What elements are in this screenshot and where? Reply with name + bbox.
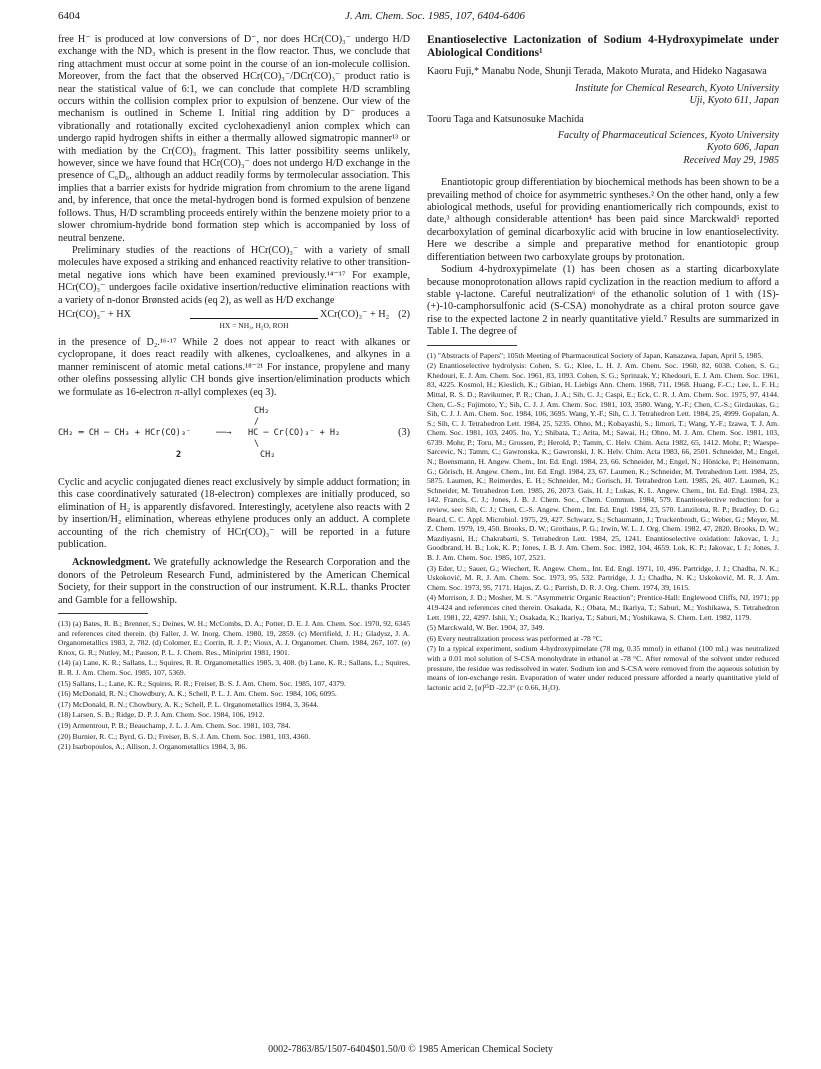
body-paragraph: Preliminary studies of the reactions of HCr(CO)₃⁻ with a variety of small molecules have exposed a striking and enhanced reactivity relative to other transition-metal negative ions which have been examined previously.¹⁴⁻¹⁷ For example, HCr(CO)₃⁻ undergoes facile oxidative insertion/reductive elimination reactions with a variety of n-donor Brønsted acids (eq 2), as well as H/D exchange	[58, 244, 410, 306]
footnote-rule	[58, 613, 148, 614]
page-header	[0, 10, 821, 28]
footnote: (17) McDonald, R. N.; Chowbury, A. K.; Schell, P. L. Organometallics 1984, 3, 3644.	[58, 699, 319, 709]
footnote: (3) Eder, U.; Sauer, G.; Wiechert, R. Angew. Chem., Int. Ed. Engl. 1971, 10, 496. Partridge, J. J.; Chadha, N. K.; Uskoković, M. R. J. Am. Chem. Soc. 1973, 95, 532. Partridge, J. J.; Chadha, N. K.; Uskoković, M. R. J. Am. Chem. Soc. 1973, 95, 7171. Hajos, Z. G.; Parrish, D. R. J. Org. Chem. 1974, 39, 1615.	[427, 563, 779, 592]
author-list: Tooru Taga and Katsunosuke Machida	[427, 113, 584, 125]
equation-product: HC ─ Cr(CO)₃⁻ + H₂	[248, 427, 341, 438]
acknowledgment-text: We gratefully acknowledge the Research Corporation and the donors of the Petroleum Research Fund, administered by the American Chemical Society, for their support in the construction of our instrument. K.R.L. thanks Procter and Gamble for a fellowship.	[58, 557, 410, 606]
footnote: (18) Larsen, S. B.; Ridge, D. P. J. Am. Chem. Soc. 1984, 106, 1912.	[58, 710, 265, 720]
body-paragraph: in the presence of D₂.¹⁶·¹⁷ While 2 does not appear to react with alkanes or cyclopropane, it does react readily with alkenes, cycloalkenes, and alkynes in a manner reminiscent of atomic metal cations.¹⁸⁻²¹ For instance, propylene and many other olefins possessing allylic CH bonds give insertion/elimination products which we formulate as 16-electron π-allyl complexes (eq 3).	[58, 336, 410, 398]
body-paragraph: Enantiotopic group differentiation by biochemical methods has been shown to be a prevailing method of choice for asymmetric syntheses.² On the other hand, only a few abiological methods, useful for providing enantiomerically rich compounds, exist to date,³ although considerable attention⁴ has been paid since Marckwald⁵ reported decarboxylation of geminal dicarboxylic acid with brucine in low enantioselectivity. Here we describe a simple and preparative method for enantiotopic group differentiation between two carboxylate groups by protonation.	[427, 177, 779, 263]
arrow-conditions: HX = NH₃, H₂O, ROH	[219, 320, 289, 330]
footnote: (1) "Abstracts of Papers"; 105th Meeting of Pharmaceutical Society of Japan, Kanazawa, Japan, April 5, 1985.	[427, 350, 764, 360]
equation-3	[58, 403, 410, 471]
affiliation-line: Kyoto 606, Japan	[706, 142, 779, 154]
equation-reactants: CH₂ ═ CH ─ CH₃ + HCr(CO)₃⁻	[58, 427, 192, 438]
body-paragraph: free H⁻ is produced at low conversions of D⁻, nor does HCr(CO)₃⁻ undergo H/D exchange with the ND₃ which is present in the flow reactor. Thus, we conclude that ring attachment must occur at some point in the course of an ion-molecule collision. Moreover, from the fact that the observed HCr(CO)₃⁻/DCr(CO)₃⁻ product ratio is near the statistical value of 6:1, we can conclude that complete H/D scrambling occurs within the collision complex prior to expulsion of benzene. Our view of the mechanism is outlined in Scheme I. Initial ring addition by D⁻ produces a vibrationally and rotationally excited cyclohexadienyl anion complex which can undergo rapid hydrogen shifts in either a thermally allowed sigmatropic manner¹³ or with mediation by the Cr(CO)₃ fragment. This latter possibility seems unlikely, however, since we have found that HCr(CO)₃⁻ does not undergo H/D exchange in the presence of C₆D₆, although an adduct readily forms by termolecular association. This implies that a barrier exists for hydride migration from chromium to the arene ligand and, by inference, that once the metal-hydrogen bond is formed expulsion of benzene follows. Thus, H/D scrambling proceeds entirely within the benzene moiety prior to a slower chromium-hydride bond formation step which is accompanied by loss of neutral benzene.	[58, 34, 410, 244]
acknowledgment-title: Acknowledgment.	[72, 557, 151, 569]
received-date: Received May 29, 1985	[683, 154, 779, 166]
journal-running-head: J. Am. Chem. Soc. 1985, 107, 6404-6406	[344, 10, 526, 22]
equation-number: (3)	[398, 426, 410, 438]
footnotes-right	[427, 351, 779, 693]
footnote: (2) Enantioselective hydrolysis: Cohen, S. G.; Klee, L. H. J. Am. Chem. Soc. 1960, 82, 6038. Cohen, S. G.; Khedouri, E. J. Am. Chem. Soc. 1961, 83, 1093. Cohen, S. G.; Sprinzak, Y.; Khedouri, E. J. Am. Chem. Soc. 1961, 83, 4225. Kosmol, H.; Kieslich, K.; Gibian, H. Liebigs Ann. Chem. 1968, 711, 1968. Huang, F.-C.; Lee, L. F. H.; Mittal, R. S. D.; Ravikumer, P. R.; Chan, J. A.; Sih, C. J.; Caspi, E.; Eck, C. R. J. Am. Chem. Soc. 1975, 97, 4144. Chen, C.-S.; Fujimoto, Y.; Sih, C. J. J. Am. Chem. Soc. 1981, 103, 3580. Wang, Y.-F.; Chen, C.-S.; Girdaukas, G.; Sih, C. J. J. Am. Chem. Soc. 1984, 106, 3695. Wang, Y.-F.; Sih, C. J. Tetrahedron Lett. 1984, 25, 4999. Gopalan, A. S.; Sih, C. J. Tetrahedron Lett. 1984, 25, 5235. Ohno, M.; Kobayashi, S.; Iimori, T.; Wang, Y.-F.; Izawa, T. J. Am. Chem. Soc. 1981, 103, 2405. Ito, Y.; Shibata, T.; Arita, M.; Sawai, H.; Ohno, M. J. Am. Chem. Soc. 1981, 103, 6739. Mohr, P.; Toru, M.; Grossen, P.; Herold, P.; Tamm, C. Helv. Chim. Acta 1982, 65, 1412. Mohr, P.; Waespe-Sarcevic, N.; Tamm, C.; Gawronska, K.; Gawronski, J. K. Helv. Chim. Acta 1983, 66, 2501. Schneider, M.; Engel, N.; Boensmann, H. Angew. Chem., Int. Ed. Engl. 1984, 23, 66. Schneider, M.; Engel, N.; Hönicke, P.; Heinemann, G.; Görisch, H. Angew. Chem., Int. Ed. Engl. 1984, 23, 67. Laumen, K.; Schneider, M. Tetrahedron Lett. 1984, 25, 5875. Laumen, K.; Reimerdes, E. H.; Schneider, M.; Gorisch, H. Tetrahedron Lett. 1985, 26, 407. Laumen, K.; Schneider, M. Tetrahedron Lett. 1985, 26, 2073. Gais, H. J.; Lukas, K. L. Angew. Chem., Int. Ed. Engl. 1984, 23, 142. Francis, C. J.; Jones, J. B. J. Chem. Soc., Chem. Commun. 1984, 579. Enantioselective reduction: for a review, see: Sih, C. J.; Chen, C.-S. Angew. Chem., Int. Ed. Engl. 1984, 23, 570. Lanzilotta, R. P.; Bradley, D. G.; Beard, C. C. Appl. Microbiol. 1975, 29, 427. Schwarz, S.; Schaumann, J.; Truckenbrodt, G.; Weber, G.; Meyer, M. Z. Chem. 1979, 19, 450. Brooks, D. W.; Grothaus, P. G.; Irwin, W. L. J. Org. Chem. 1982, 47, 2820. Brooks, D. W.; Mazdiyasni, H.; Chakrabarti, S. Tetrahedron Lett. 1984, 25, 1241. Enantioselective oxidation: Jakovac, I. J.; Goodbrand, H. B.; Lok, K. P.; Jones, J. B. J. Am. Chem. Soc. 1982, 104, 4659. Lok, K. P.; Jakovac, I. J.; Jones, J. B. J. Am. Chem. Soc. 1985, 107, 2521.	[427, 361, 779, 562]
page-footer: 0002-7863/85/1507-6404$01.50/0 © 1985 American Chemical Society	[268, 1044, 553, 1055]
equation-lhs: HCr(CO)₃⁻ + HX	[58, 308, 131, 320]
footnote: (15) Sallans, L.; Lane, K. R.; Squires, R. R.; Freiser, B. S. J. Am. Chem. Soc. 1985, 107, 4379.	[58, 678, 346, 688]
right-column	[427, 34, 779, 693]
affiliation-line: Faculty of Pharmaceutical Sciences, Kyoto University	[557, 130, 779, 142]
compound-label: 2	[176, 449, 182, 460]
reaction-arrow: ──→	[216, 427, 232, 438]
footnote: (16) McDonald, R. N.; Chowdbury, A. K.; Schell, P. L. J. Am. Chem. Soc. 1984, 106, 6095.	[58, 689, 337, 699]
arrow-line	[190, 318, 318, 319]
structure-ch2-top: CH₂	[254, 405, 270, 416]
structure-ch2-bottom: CH₂	[260, 449, 276, 460]
body-paragraph: Sodium 4-hydroxypimelate (1) has been chosen as a starting dicarboxylate because monoprotonation allows rapid cyclization in the reaction medium to afford a stable γ-lactone. Careful neutralization⁶ of the ethanolic solution of 1 with (1S)-(+)-10-camphorsulfonic acid (S-CSA) monohydrate as a chiral proton source gave rise to the expected lactone 2 in nearly quantitative yield.⁷ Results are summarized in Table I. The degree of	[427, 264, 779, 338]
bond-line: \	[254, 438, 260, 449]
footnote: (20) Burnier, R. C.; Byrd, G. D.; Freiser, B. S. J. Am. Chem. Soc. 1981, 103, 4360.	[58, 731, 311, 741]
article-title: Enantioselective Lactonization of Sodium 4-Hydroxypimelate under Abiological Conditions¹	[427, 34, 779, 60]
left-column	[58, 34, 410, 753]
page-number: 6404	[58, 10, 80, 22]
footnote: (21) Isarbopoulos, A.; Allison, J. Organometallics 1984, 3, 86.	[58, 742, 248, 752]
acknowledgment	[58, 557, 410, 607]
equation-number: (2)	[398, 308, 410, 320]
footnotes-left	[58, 619, 410, 752]
affiliation-line: Uji, Kyoto 611, Japan	[689, 95, 779, 107]
footnote: (5) Marckwald, W. Ber. 1904, 37, 349.	[427, 623, 545, 633]
footnote-rule	[427, 345, 517, 346]
author-list: Kaoru Fuji,* Manabu Node, Shunji Terada, Makoto Murata, and Hideko Nagasawa	[427, 66, 767, 78]
bond-line: /	[254, 416, 260, 427]
footnote: (19) Armentrout, P. B.; Beauchamp, J. L. J. Am. Chem. Soc. 1981, 103, 784.	[58, 720, 291, 730]
footnote: (13) (a) Bates, R. B.; Brenner, S.; Deines, W. H.; McCombs, D. A.; Potter, D. E. J. Am. Chem. Soc. 1970, 92, 6345 and references cited therein. (b) Faller, J. W. Inorg. Chem. 1980, 19, 2859. (c) Merrifield, J. H.; Gladysz, J. A. Organometallics 1983, 2, 782. (d) Colomer, E.; Corrin, R. J. P.; Vioux, A. J. Organomet. Chem. 1984, 267, 107. (e) Knox, G. R.; Nutley, M.; Pauson, P. L. J. Chem. Res., Miniprint 1981, 1901.	[58, 619, 410, 657]
footnote: (6) Every neutralization process was performed at -78 °C.	[427, 633, 603, 643]
footnote: (4) Morrison, J. D.; Mosher, M. S. "Asymmetric Organic Reaction"; Prentice-Hall: Englewood Cliffs, NJ, 1971; pp 419-424 and references cited therein. Osakada, K.; Obata, M.; Ikariya, T.; Saburi, M.; Yoshikawa, S. Tetrahedron Lett. 1981, 22, 4297. Ishii, Y.; Osakada, K.; Ikariya, T.; Saburi, M.; Yoshikawa, S. Chem. Lett. 1982, 1179.	[427, 593, 779, 622]
footnote: (7) In a typical experiment, sodium 4-hydroxypimelate (78 mg, 0.35 mmol) in ethanol (100 mL) was neutralized with a 0.01 mol solution of S-CSA monohydrate in ethanol at -78 °C. After removal of the solvent under reduced pressure, the residue was redissolved in water. Sodium ion and S-CSA were removed from the aqueous solution by means of ion-exchange resin. Evaporation of water under reduced pressure afforded a nearly quantitative yield of lactonic acid 2, [α]²⁵D -22.3° (c 0.66, H₂O).	[427, 644, 779, 692]
equation-2	[58, 309, 410, 335]
equation-rhs: XCr(CO)₃⁻ + H₂	[320, 308, 390, 320]
footnote: (14) (a) Lane, K. R.; Sallans, L.; Squires, R. R. Organometallics 1985, 3, 408. (b) Lane, K. R.; Sallans, L.; Squires, R. R. J. Am. Chem. Soc. 1985, 107, 5369.	[58, 658, 410, 677]
affiliation-line: Institute for Chemical Research, Kyoto University	[575, 82, 779, 94]
body-paragraph: Cyclic and acyclic conjugated dienes react exclusively by simple adduct formation; in this case coordinatively saturated (18-electron) complexes are initially produced, so elimination of H₂ is apparently disfavored. Interestingly, acetylene also reacts with 2 by insertion/H₂ elimination, whereas ethylene produces only an adduct. A complete accounting of the rich chemistry of HCr(CO)₃⁻ will be reported in a future publication.	[58, 476, 410, 550]
